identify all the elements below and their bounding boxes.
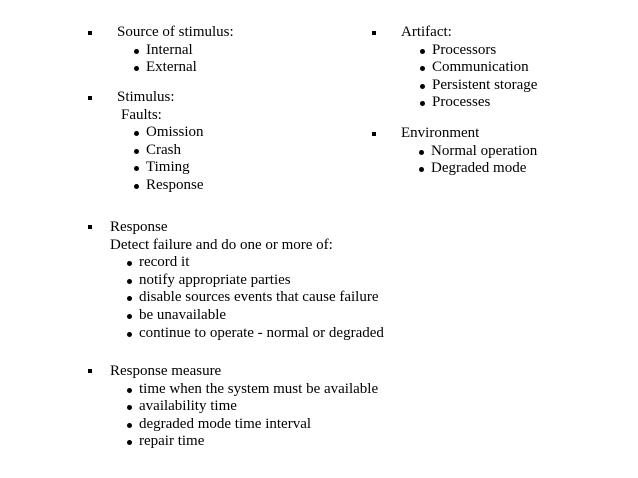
- bullet-dot-icon: [420, 101, 425, 106]
- bullet-dot-icon: [127, 261, 132, 266]
- artifact-list: [432, 42, 537, 112]
- list-item: Processes: [432, 94, 537, 112]
- list-item: Degraded mode: [431, 160, 537, 178]
- bullet-dot-icon: [127, 388, 132, 393]
- bullet-dot-icon: [127, 332, 132, 337]
- section-title: Response measure: [110, 363, 222, 379]
- bullet-dot-icon: [127, 314, 132, 319]
- list-item: time when the system must be available: [139, 381, 378, 399]
- bullet-dot-icon: [134, 184, 139, 189]
- bullet-dot-icon: [419, 150, 424, 155]
- source-list: [146, 42, 234, 77]
- bullet-dot-icon: [127, 423, 132, 428]
- bullet-dot-icon: [134, 149, 139, 154]
- list-item: Internal: [146, 42, 234, 60]
- list-item: disable sources events that cause failure: [139, 289, 384, 307]
- bullet-square-icon: [372, 132, 376, 136]
- list-item: Response: [146, 177, 204, 195]
- list-item: Omission: [146, 124, 204, 142]
- list-item: degraded mode time interval: [139, 416, 378, 434]
- bullet-square-icon: [372, 31, 376, 35]
- section-stimulus: [117, 89, 204, 195]
- environment-list: [431, 143, 537, 178]
- section-subtitle: Detect failure and do one or more of:: [110, 236, 333, 253]
- section-title: Environment: [401, 125, 480, 141]
- section-title: Source of stimulus:: [117, 24, 234, 40]
- list-item: repair time: [139, 433, 378, 451]
- list-item: availability time: [139, 398, 378, 416]
- bullet-square-icon: [88, 96, 92, 100]
- list-item: continue to operate - normal or degraded: [139, 325, 384, 343]
- list-item: Normal operation: [431, 143, 537, 161]
- list-item: Communication: [432, 59, 537, 77]
- list-item: Processors: [432, 42, 537, 60]
- list-item: notify appropriate parties: [139, 272, 384, 290]
- section-response-measure: [110, 363, 378, 451]
- response-list: [139, 254, 384, 342]
- bullet-dot-icon: [420, 84, 425, 89]
- bullet-dot-icon: [420, 66, 425, 71]
- section-title: Stimulus:: [117, 89, 175, 105]
- section-response: [110, 219, 384, 342]
- bullet-square-icon: [88, 31, 92, 35]
- section-title: Artifact:: [401, 24, 452, 40]
- bullet-dot-icon: [134, 131, 139, 136]
- bullet-dot-icon: [134, 49, 139, 54]
- list-item: be unavailable: [139, 307, 384, 325]
- section-title: Response: [110, 219, 168, 235]
- bullet-dot-icon: [420, 49, 425, 54]
- bullet-square-icon: [88, 225, 92, 229]
- list-item: Persistent storage: [432, 77, 537, 95]
- bullet-dot-icon: [127, 405, 132, 410]
- list-item: Crash: [146, 142, 204, 160]
- section-subtitle: Faults:: [121, 106, 162, 123]
- bullet-dot-icon: [134, 66, 139, 71]
- section-artifact: [401, 24, 537, 112]
- section-source-of-stimulus: [117, 24, 234, 77]
- bullet-square-icon: [88, 369, 92, 373]
- bullet-dot-icon: [127, 296, 132, 301]
- bullet-dot-icon: [134, 166, 139, 171]
- response-measure-list: [139, 381, 378, 451]
- list-item: Timing: [146, 159, 204, 177]
- list-item: record it: [139, 254, 384, 272]
- faults-list: [146, 124, 204, 194]
- bullet-dot-icon: [127, 279, 132, 284]
- section-environment: [401, 125, 537, 178]
- list-item: External: [146, 59, 234, 77]
- bullet-dot-icon: [127, 440, 132, 445]
- bullet-dot-icon: [419, 167, 424, 172]
